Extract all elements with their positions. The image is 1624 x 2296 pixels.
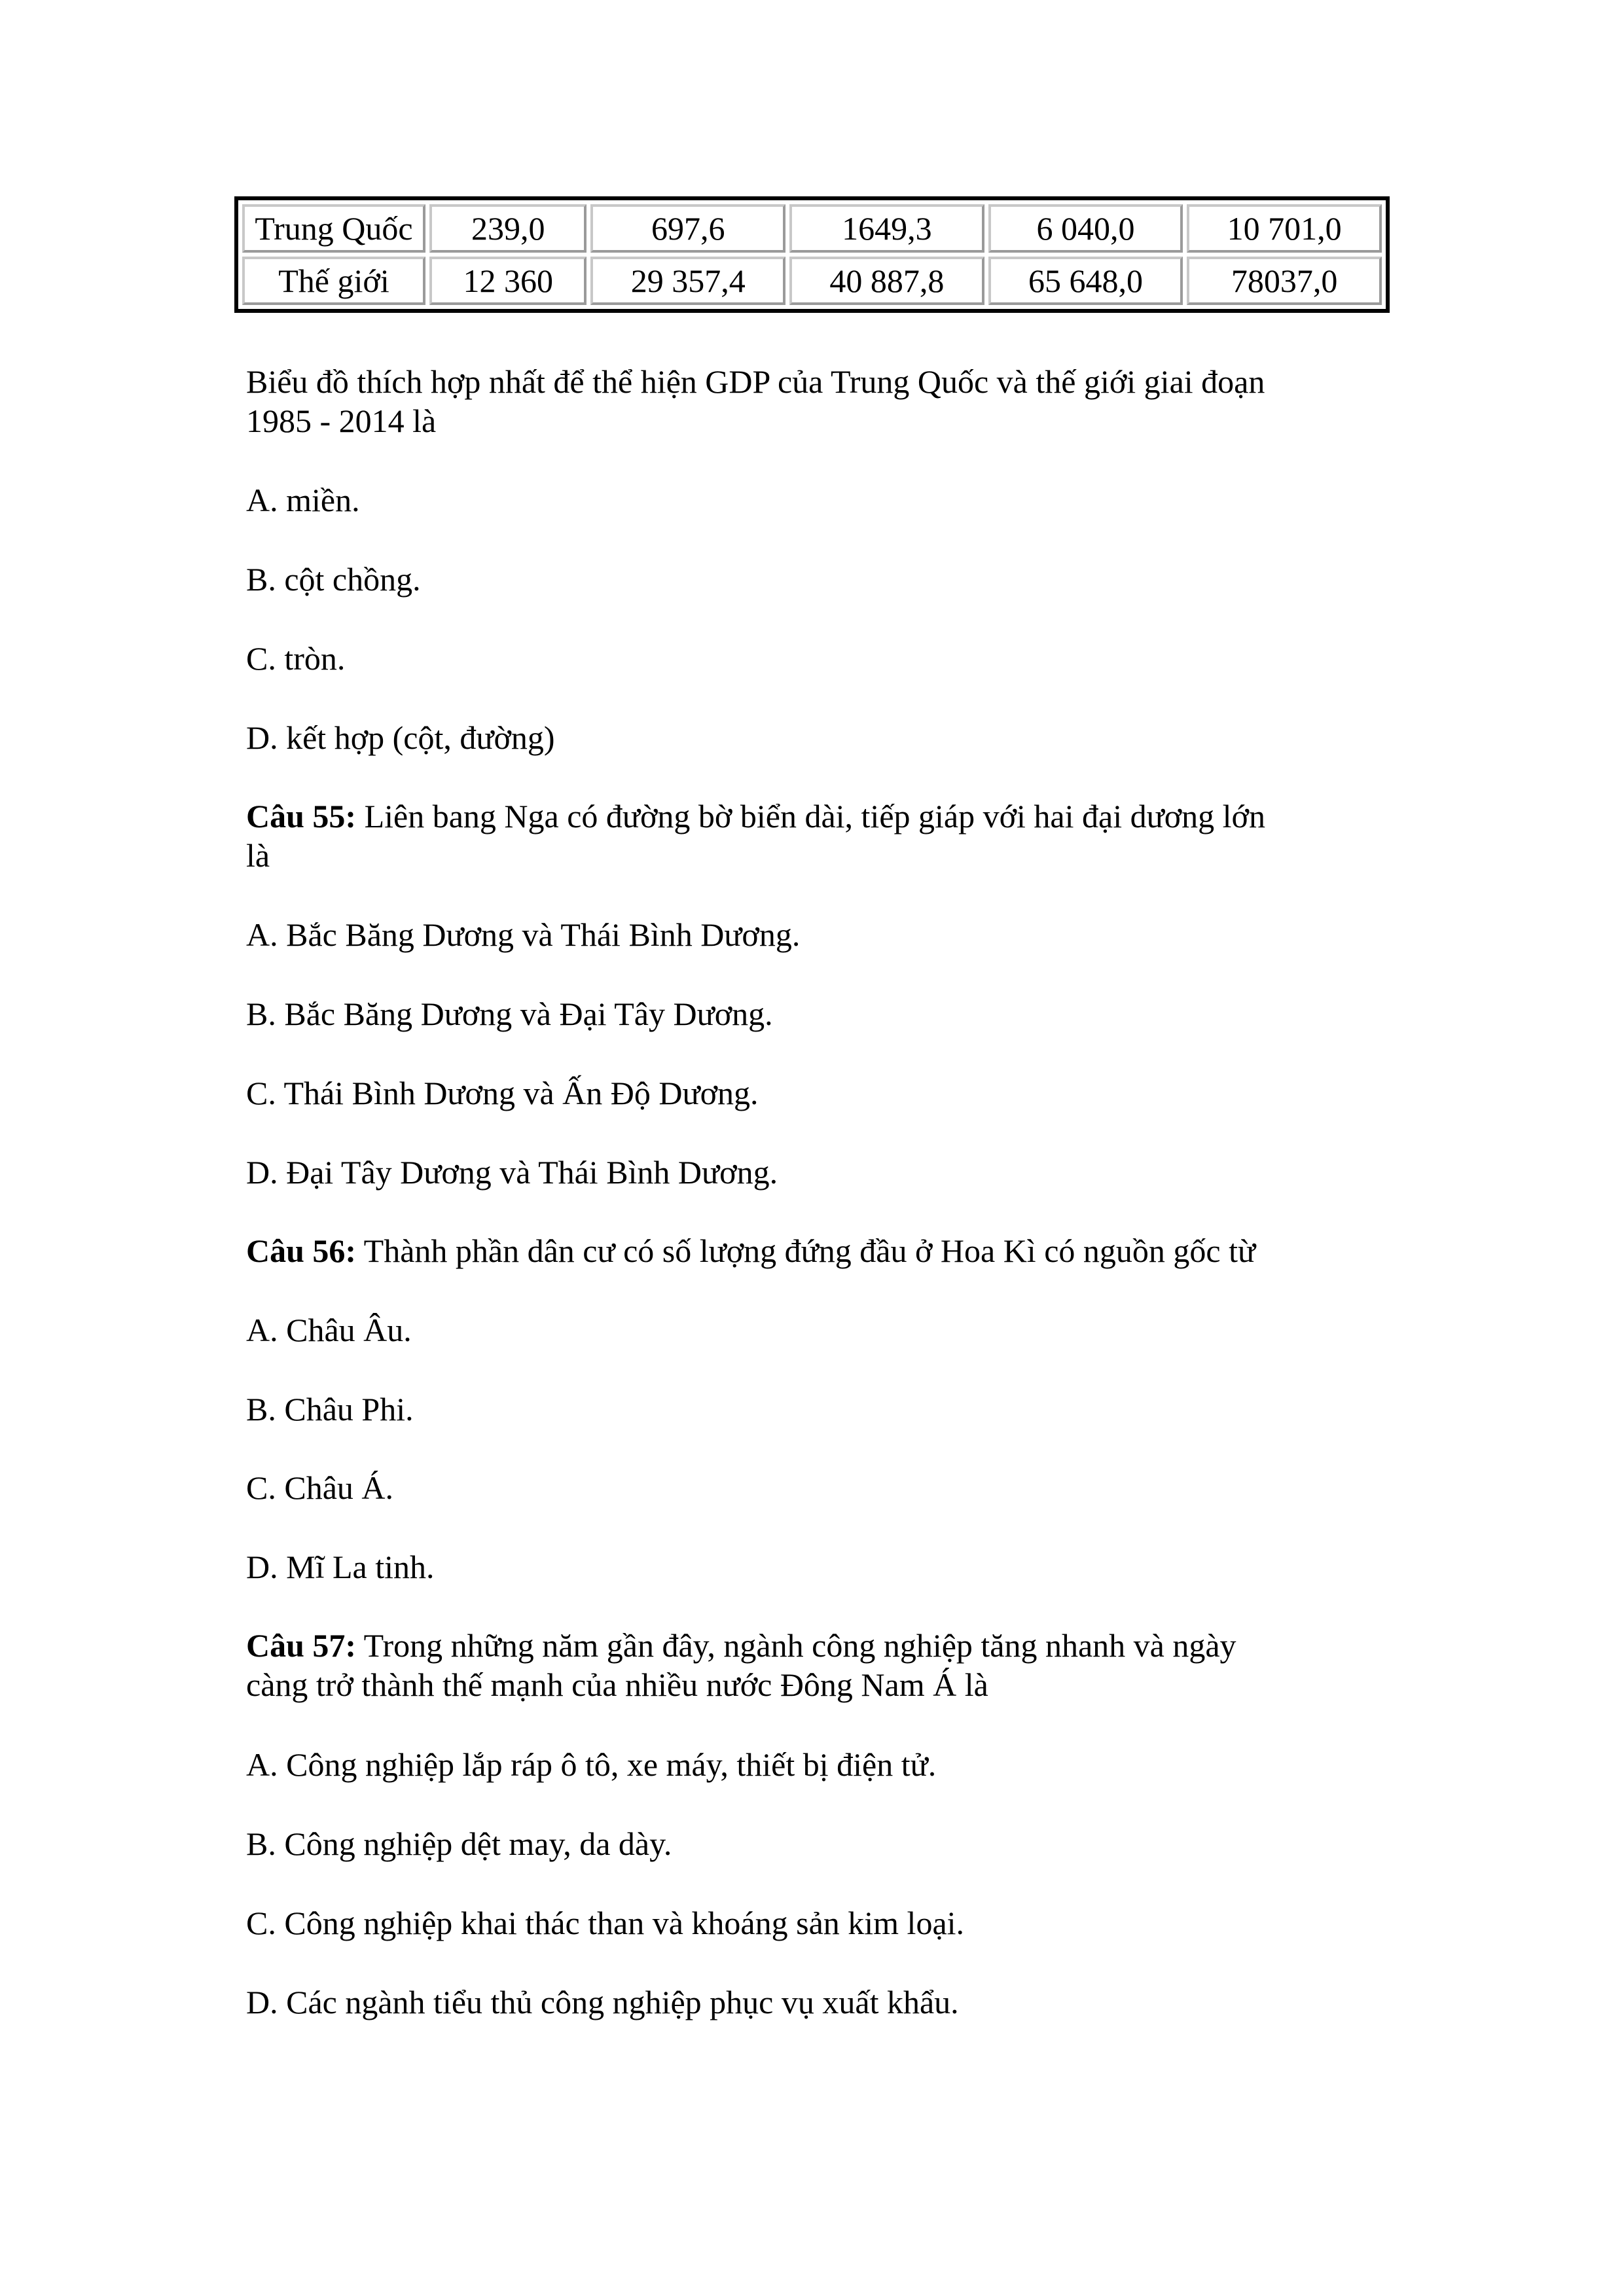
question-57-stem: [246, 1626, 1388, 1704]
table-cell: 6 040,0: [988, 204, 1183, 253]
question-55-stem: [246, 797, 1388, 875]
question-57-option-b: B. Công nghiệp dệt may, da dày.: [246, 1825, 672, 1862]
question-55-option-a: A. Bắc Băng Dương và Thái Bình Dương.: [246, 916, 801, 953]
table-cell: 40 887,8: [789, 257, 984, 305]
table-cell: 78037,0: [1187, 257, 1382, 305]
question-54-stem: [246, 362, 1388, 440]
table-cell: 29 357,4: [590, 257, 785, 305]
question-56-option-b: B. Châu Phi.: [246, 1391, 414, 1427]
table-cell: 239,0: [429, 204, 586, 253]
table-cell: 12 360: [429, 257, 586, 305]
table-cell: 10 701,0: [1187, 204, 1382, 253]
question-55-option-b: B. Bắc Băng Dương và Đại Tây Dương.: [246, 996, 773, 1032]
question-57-label: Câu 57:: [246, 1627, 357, 1664]
question-56-stem: [246, 1231, 1388, 1270]
question-54-option-d: D. kết hợp (cột, đường): [246, 719, 555, 756]
question-55-option-c: C. Thái Bình Dương và Ấn Độ Dương.: [246, 1075, 759, 1111]
table-cell-country: Thế giới: [242, 257, 425, 305]
question-56-option-d: D. Mĩ La tinh.: [246, 1549, 435, 1585]
question-54-option-b: B. cột chồng.: [246, 561, 421, 598]
table-row: [242, 257, 1382, 305]
question-57-stem-line-1: Trong những năm gần đây, ngành công nghiệp tăng nhanh và ngày: [356, 1627, 1236, 1664]
question-55-label: Câu 55:: [246, 798, 357, 834]
question-54-option-a: A. miền.: [246, 482, 360, 518]
question-56-option-c: C. Châu Á.: [246, 1469, 393, 1506]
question-55-option-d: D. Đại Tây Dương và Thái Bình Dương.: [246, 1154, 778, 1191]
question-57-option-c: C. Công nghiệp khai thác than và khoáng sản kim loại.: [246, 1905, 965, 1941]
table-row: [242, 204, 1382, 253]
question-56-label: Câu 56:: [246, 1232, 357, 1269]
question-54-stem-line-2: 1985 - 2014 là: [246, 403, 437, 439]
question-57-stem-line-2: càng trở thành thế mạnh của nhiều nước Đông Nam Á là: [246, 1666, 988, 1703]
question-56-stem-text: Thành phần dân cư có số lượng đứng đầu ở Hoa Kì có nguồn gốc từ: [356, 1232, 1256, 1269]
gdp-table: [234, 196, 1390, 313]
question-55-stem-line-2: là: [246, 837, 270, 874]
question-54-stem-line-1: Biểu đồ thích hợp nhất để thể hiện GDP của Trung Quốc và thế giới giai đoạn: [246, 363, 1265, 400]
table-cell: 697,6: [590, 204, 785, 253]
table-cell-country: Trung Quốc: [242, 204, 425, 253]
table-cell: 65 648,0: [988, 257, 1183, 305]
question-56-option-a: A. Châu Âu.: [246, 1312, 412, 1348]
question-57-option-d: D. Các ngành tiểu thủ công nghiệp phục vụ xuất khẩu.: [246, 1984, 959, 2020]
question-57-option-a: A. Công nghiệp lắp ráp ô tô, xe máy, thiết bị điện tử.: [246, 1746, 937, 1783]
table-cell: 1649,3: [789, 204, 984, 253]
question-54-option-c: C. tròn.: [246, 640, 346, 677]
question-55-stem-line-1: Liên bang Nga có đường bờ biển dài, tiếp giáp với hai đại dương lớn: [356, 798, 1265, 834]
